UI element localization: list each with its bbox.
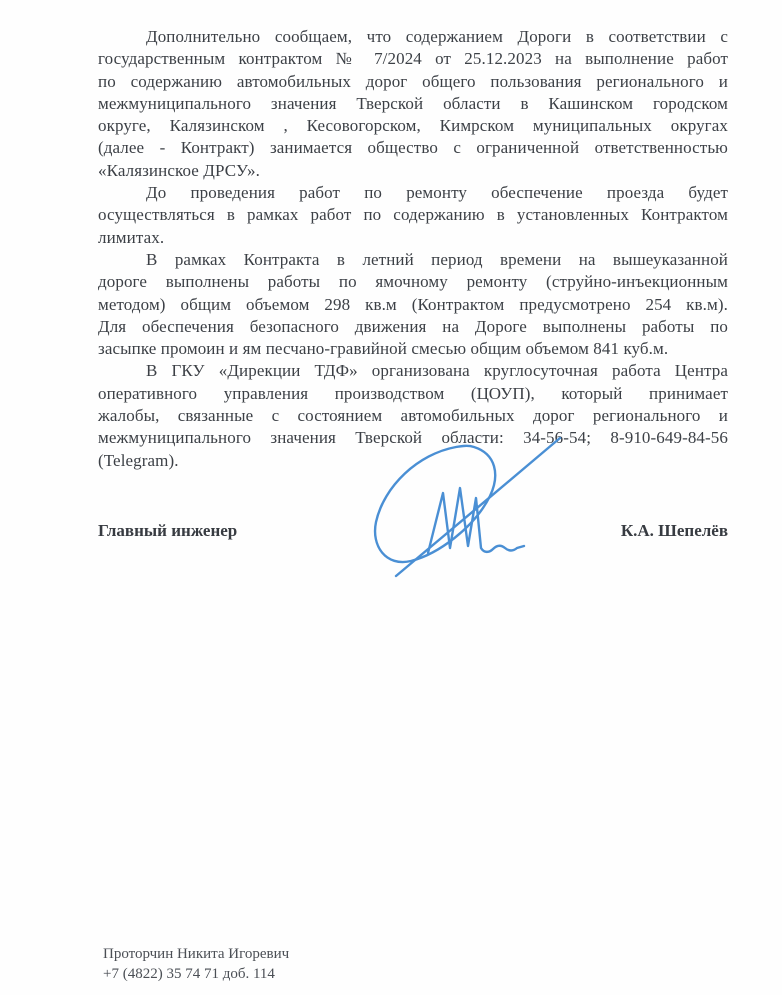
signatory-name: К.А. Шепелёв [620, 521, 728, 540]
text-line: по содержанию автомобильных дорог общего пользования регионального и [98, 71, 728, 91]
text-line: осуществляться в рамках работ по содержанию в установленных Контрактом [98, 205, 728, 225]
text-line: округе, Калязинском , Кесовогорском, Кимрском муниципальных округах [98, 116, 728, 136]
text-line: жалобы, связанные с состоянием автомобильных дорог регионального и [98, 406, 728, 426]
text-line: В рамках Контракта в летний период времени на вышеуказанной [146, 249, 728, 269]
text-line: оперативного управления производством (ЦОУП), который принимает [98, 383, 728, 403]
text-line: засыпке промоин и ям песчано-гравийной смесью общим объемом 841 куб.м. [98, 339, 669, 359]
paragraph [98, 26, 728, 182]
text-line: В ГКУ «Дирекции ТДФ» организована круглосуточная работа Центра [146, 361, 728, 381]
contact-phone: +7 (4822) 35 74 71 доб. 114 [103, 965, 275, 982]
text-line: Дополнительно сообщаем, что содержанием Дороги в соответствии с [146, 27, 728, 46]
text-line: «Калязинское ДРСУ». [98, 160, 260, 180]
paragraph [98, 182, 728, 249]
text-line: До проведения работ по ремонту обеспечение проезда будет [146, 183, 728, 203]
text-line: (далее - Контракт) занимается общество с ограниченной ответственностью [98, 138, 728, 158]
contact-name: Проторчин Никита Игоревич [103, 946, 290, 962]
text-line: государственным контрактом № 7/2024 от 25.12.2023 на выполнение работ [98, 49, 728, 69]
text-line: Для обеспечения безопасного движения на Дороге выполнены работы по [98, 316, 728, 336]
executor-contact [103, 945, 289, 984]
text-line: межмуниципального значения Тверской области: 34-56-54; 8-910-649-84-56 [98, 428, 728, 448]
text-line: межмуниципального значения Тверской области в Кашинском городском [98, 93, 728, 113]
letter-body [98, 26, 728, 472]
paragraph [98, 249, 728, 360]
text-line: лимитах. [98, 227, 165, 247]
text-line: дороге выполнены работы по ямочному ремонту (струйно-инъекционным [98, 272, 728, 292]
text-line: (Telegram). [98, 450, 179, 470]
signatory-role: Главный инженер [98, 521, 238, 540]
handwritten-signature-image [356, 434, 571, 592]
text-line: методом) общим объемом 298 кв.м (Контрактом предусмотрено 254 кв.м). [98, 294, 728, 314]
